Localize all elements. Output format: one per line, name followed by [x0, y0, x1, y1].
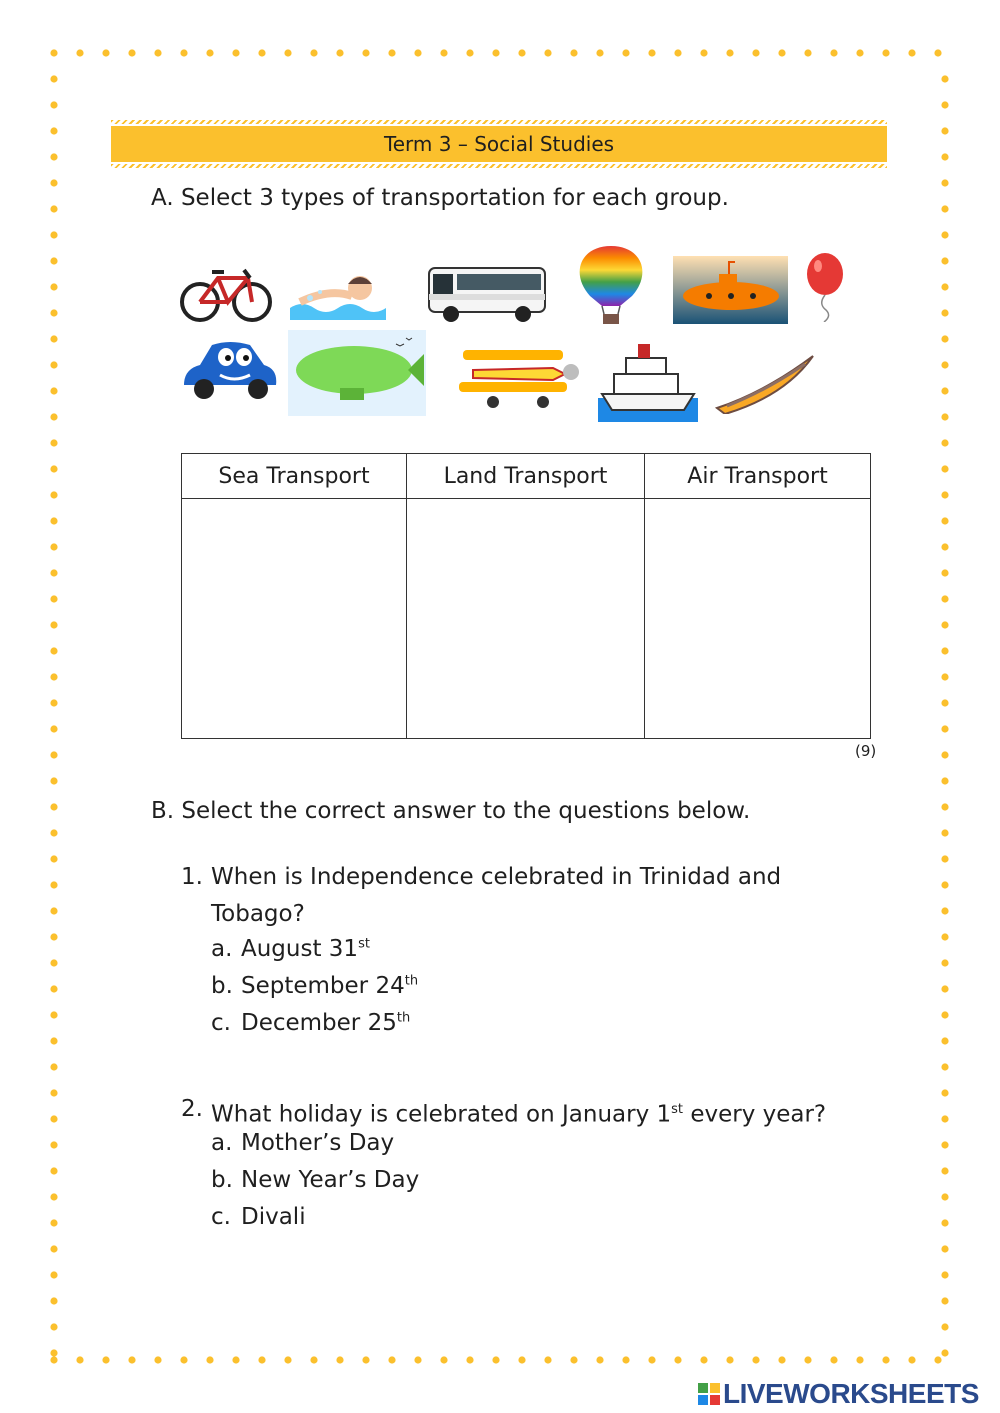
- sea-transport-dropzone[interactable]: [182, 499, 407, 739]
- biplane-icon[interactable]: [453, 338, 581, 412]
- question-2: [181, 1091, 881, 1131]
- question-1-number: 1.: [181, 864, 203, 890]
- title-banner: [111, 126, 887, 162]
- q1-option-b[interactable]: b. September 24th: [211, 973, 419, 999]
- q1-option-c[interactable]: c. December 25th: [211, 1010, 411, 1036]
- page-title: Term 3 – Social Studies: [383, 132, 615, 156]
- submarine-icon[interactable]: [673, 256, 788, 324]
- q1-option-a[interactable]: a. August 31st: [211, 936, 370, 962]
- ship-icon[interactable]: [598, 338, 698, 422]
- liveworksheets-brand: LIVEWORKSHEETS: [723, 1378, 979, 1409]
- question-1-text: When is Independence celebrated in Trinidad and Tobago?: [211, 864, 782, 927]
- marks-label: (9): [855, 742, 877, 760]
- swimmer-icon[interactable]: [290, 268, 386, 320]
- liveworksheets-logo[interactable]: [698, 1378, 979, 1410]
- bicycle-icon[interactable]: [178, 260, 274, 324]
- canoe-icon[interactable]: [715, 352, 815, 414]
- sorting-table: [181, 453, 871, 739]
- land-transport-header: Land Transport: [407, 454, 645, 499]
- q2-option-a[interactable]: a. Mother’s Day: [211, 1130, 395, 1156]
- question-1: [181, 859, 861, 939]
- air-transport-header: Air Transport: [645, 454, 871, 499]
- air-transport-dropzone[interactable]: [645, 499, 871, 739]
- hot-air-balloon-icon[interactable]: [570, 244, 652, 326]
- q2-option-c[interactable]: c. Divali: [211, 1204, 306, 1230]
- q2-option-b[interactable]: b. New Year’s Day: [211, 1167, 420, 1193]
- section-b-instruction: B. Select the correct answer to the questions below.: [151, 798, 751, 824]
- bus-icon[interactable]: [427, 264, 547, 324]
- question-2-number: 2.: [181, 1096, 203, 1122]
- land-transport-dropzone[interactable]: [407, 499, 645, 739]
- question-2-text: What holiday is celebrated on January 1st every year?: [211, 1101, 827, 1128]
- balloon-icon[interactable]: [804, 252, 846, 322]
- sea-transport-header: Sea Transport: [182, 454, 407, 499]
- blimp-icon[interactable]: [288, 330, 426, 416]
- section-a-instruction: A. Select 3 types of transportation for each group.: [151, 185, 729, 211]
- car-icon[interactable]: [180, 335, 280, 403]
- liveworksheets-icon: [698, 1383, 720, 1405]
